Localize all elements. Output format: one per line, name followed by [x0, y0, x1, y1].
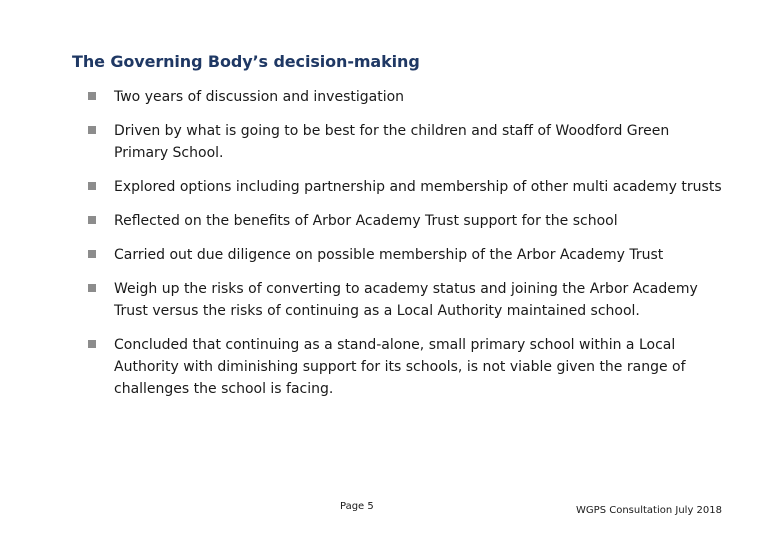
bullet-item [84, 210, 724, 232]
square-bullet-icon [88, 340, 96, 348]
square-bullet-icon [88, 284, 96, 292]
bullet-list [84, 86, 724, 400]
square-bullet-icon [88, 250, 96, 258]
bullet-text: Two years of discussion and investigation [114, 89, 405, 105]
bullet-item [84, 244, 724, 266]
bullet-item [84, 334, 724, 400]
square-bullet-icon [88, 126, 96, 134]
bullet-item [84, 176, 724, 198]
bullet-text: Concluded that continuing as a stand-alone, small primary school within a Local Authority with diminishing support for its schools, is not viable given the range of challenges the school is facing. [114, 337, 686, 397]
bullet-text: Weigh up the risks of converting to academy status and joining the Arbor Academy Trust versus the risks of continuing as a Local Authority maintained school. [114, 281, 698, 319]
bullet-text: Reflected on the benefits of Arbor Academy Trust support for the school [114, 213, 618, 229]
footer-reference: WGPS Consultation July 2018 [576, 505, 722, 516]
bullet-text: Carried out due diligence on possible membership of the Arbor Academy Trust [114, 247, 664, 263]
square-bullet-icon [88, 216, 96, 224]
bullet-text: Explored options including partnership and membership of other multi academy trusts [114, 179, 722, 195]
square-bullet-icon [88, 182, 96, 190]
bullet-item [84, 278, 724, 322]
bullet-item [84, 86, 724, 108]
page-number: Page 5 [340, 501, 374, 512]
square-bullet-icon [88, 92, 96, 100]
slide-title: The Governing Body’s decision-making [72, 52, 420, 71]
bullet-item [84, 120, 724, 164]
bullet-text: Driven by what is going to be best for the children and staff of Woodford Green Primary School. [114, 123, 670, 161]
